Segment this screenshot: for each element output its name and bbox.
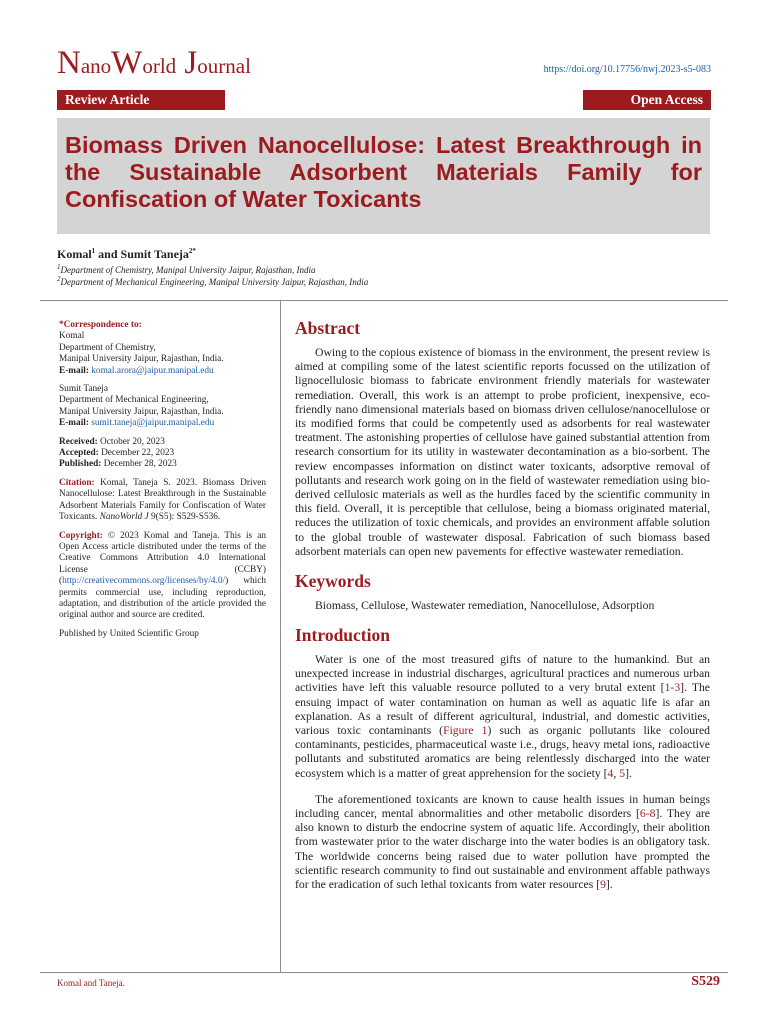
email-link-komal[interactable]: komal.arora@jaipur.manipal.edu: [91, 365, 214, 376]
abstract-heading: Abstract: [295, 318, 361, 338]
license-link[interactable]: http://creativecommons.org/licenses/by/4.0/: [62, 576, 226, 587]
publisher-note: Published by United Scientific Group: [59, 628, 199, 639]
correspondence-block-2: Sumit Taneja Department of Mechanical Engineering, Manipal University Jaipur, Rajasthan, India. E-mail: sumit.taneja@jaipur.manipal.edu: [59, 384, 224, 429]
citation-ref[interactable]: 4: [607, 766, 614, 780]
intro-paragraph-2: The aforementioned toxicants are known to cause health issues in human beings including cancer, mental abnormalities and other metabolic disorders [6-8]. They are also known to disturb the endocrine system of aquatic life. Accordingly, their abolition from wastewater prior to the water discharge into the water bodies is an obligatory task. The worldwide concerns being raised due to water pollution have prompted the scientific research community to find out sustainable and environment affable pathways for the eradication of such lethal toxicants from water resources [9].: [295, 792, 710, 892]
open-access-badge: Open Access: [583, 90, 711, 110]
doi-link[interactable]: https://doi.org/10.17756/nwj.2023-s5-083: [543, 64, 711, 75]
footer-authors: Komal and Taneja.: [57, 978, 125, 988]
main-column: [295, 318, 710, 892]
column-divider: [280, 300, 281, 972]
article-type-badge: Review Article: [57, 90, 225, 110]
intro-paragraph-1: Water is one of the most treasured gifts of nature to the humankind. But an unexpected increase in industrial discharges, agricultural practices and numerous urban activities have left this valuable resource polluted to a very brutal extent [1-3]. The ensuing impact of water contamination on human as well as aquatic life is afar an explanation. As a result of different agricultural, industrial, and domestic activities, various toxic contaminants (Figure 1) such as organic pollutants like coloured contaminants, pesticides, pharmaceutical waste i.e., drugs, heavy metal ions, radioactive pollutants and substituted aromatics are being relentlessly discharged into the water ecosystem which is a matter of great apprehension for the society [4, 5].: [295, 653, 710, 780]
sidebar: [59, 320, 266, 647]
affiliation-2: $^2$Department of Mechanical Engineering, Manipal University Jaipur, Rajasthan, India: [57, 275, 369, 287]
author-list: Komal$^1$ and Sumit Taneja$^{2*}$: [57, 247, 196, 261]
introduction-heading: Introduction: [295, 625, 390, 646]
copyright-block: Copyright: © 2023 Komal and Taneja. This is an Open Access article distributed under the terms of the Creative Commons Attribution 4.0 International License (CCBY) (http://creativecommons.org/licenses/by/4.0/) which permits commercial use, including reproduction, adaptation, and distribution of the article provided the original author and source are credited.: [59, 530, 266, 621]
citation-ref[interactable]: 6-8: [639, 807, 656, 821]
figure-ref[interactable]: Figure 1: [443, 724, 488, 738]
citation-ref[interactable]: 1-3: [664, 681, 681, 695]
title-box: [57, 118, 710, 234]
article-title: Biomass Driven Nanocellulose: Latest Breakthrough in the Sustainable Adsorbent Materials Family for Confiscation of Water Toxicants: [65, 132, 702, 212]
keywords-heading: Keywords: [295, 571, 371, 592]
citation-ref[interactable]: 5: [619, 766, 626, 780]
bottom-divider: [40, 972, 728, 973]
dates-block: Received: October 20, 2023 Accepted: December 22, 2023 Published: December 28, 2023: [59, 436, 177, 470]
journal-logo: NanoWorld Journal: [57, 45, 251, 81]
citation-block: Citation: Komal, Taneja S. 2023. Biomass Driven Nanocellulose: Latest Breakthrough in the Sustainable Adsorbent Materials Family for Confiscation of Water Toxicants. NanoWorld J 9(S5): S529-S536.: [59, 477, 266, 523]
keywords-text: Biomass, Cellulose, Wastewater remediation, Nanocellulose, Adsorption: [315, 599, 655, 613]
top-divider: [40, 300, 728, 301]
correspondence-block: *Correspondence to: Komal Department of Chemistry, Manipal University Jaipur, Rajasthan, India. E-mail: komal.arora@jaipur.manipal.edu: [59, 320, 224, 376]
email-link-taneja[interactable]: sumit.taneja@jaipur.manipal.edu: [91, 418, 215, 429]
citation-ref[interactable]: 9: [600, 878, 606, 892]
page-number: S529: [691, 974, 720, 989]
affiliation-1: $^1$Department of Chemistry, Manipal University Jaipur, Rajasthan, India: [57, 263, 316, 275]
abstract-text: Owing to the copious existence of biomass in the environment, the present review is aimed at compiling some of the latest scientific reports focussed on the utilization of lignocellulosic biomass to fabricate environment friendly materials for wastewater remediation. Overall, this work is an attempt to probe proficient, inexpensive, eco-friendly nano dimensional materials based on biomass driven cellulose/nanocellulose or its modified forms that could be competently used as adsorbents for real wastewater treatment. The astonishing properties of cellulose have gained substantial attention from research consortium for its utility in wastewater decontamination as a bio-sorbent. The review encompasses information on distinct water toxicants, adsorptive removal of pollutants and research work going on in the field of wastewater remediation using bio-derived cellulosic materials as well as the hurdles faced by the scientific community in this field. Overall, it is perceptible that cellulose, being a biomass originated material, reduces the utilization of toxic chemicals, and provides an environment affable solution to the global trouble of wastewater disposal. Fabrication of such biomass based adsorbent materials can open new pavements for effective wastewater remediation.: [295, 346, 710, 558]
